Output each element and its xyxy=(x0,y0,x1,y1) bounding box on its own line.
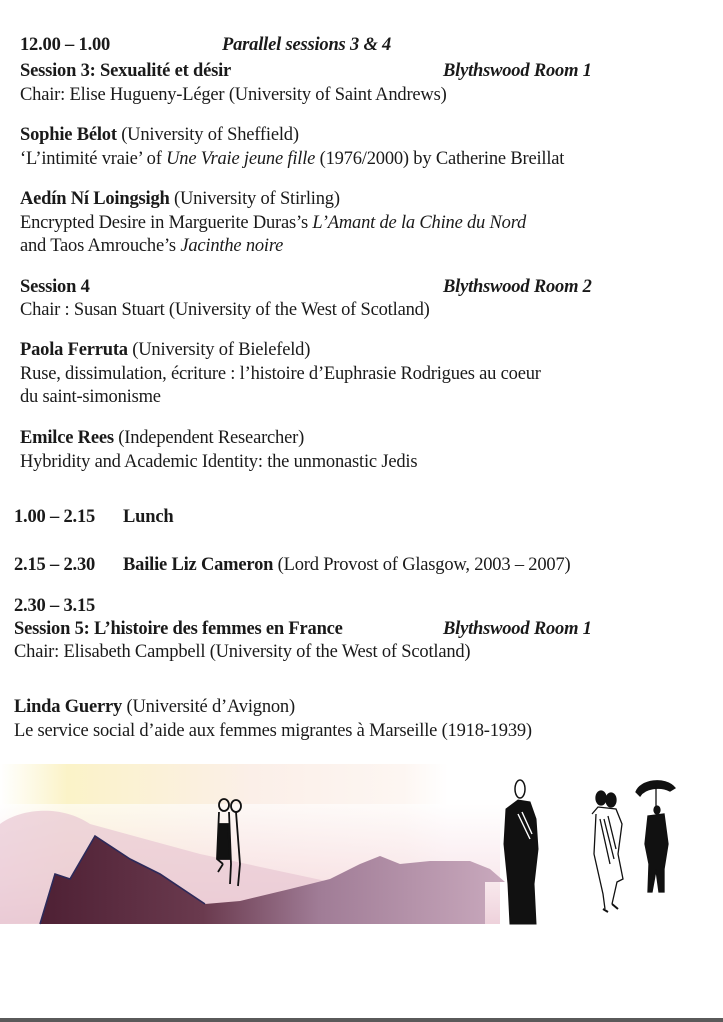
speaker-affiliation: (University of Sheffield) xyxy=(116,125,299,145)
speaker-affiliation: (University of Stirling) xyxy=(169,189,340,209)
talk-speaker-line xyxy=(20,339,310,361)
talk-title-line xyxy=(20,235,283,257)
session-4-title: Session 4 xyxy=(20,277,90,297)
speaker-name: Aedín Ní Loingsigh xyxy=(20,189,170,209)
session-4-room: Blythswood Room 2 xyxy=(443,277,592,297)
talk-title-line xyxy=(20,148,564,170)
talk-title-text: Encrypted Desire in Marguerite Duras’s xyxy=(20,213,313,233)
page-bottom-edge xyxy=(0,1018,723,1022)
talk-speaker-line xyxy=(20,188,340,210)
talk-title-line: Ruse, dissimulation, écriture : l’histoire d’Euphrasie Rodrigues au coeur xyxy=(20,364,541,384)
speaker-name: Sophie Bélot xyxy=(20,125,117,145)
session-5-chair: Chair: Elisabeth Campbell (University of the West of Scotland) xyxy=(14,642,471,662)
session-3-chair: Chair: Elise Hugueny-Léger (University of Saint Andrews) xyxy=(20,85,447,105)
session-4-chair: Chair : Susan Stuart (University of the West of Scotland) xyxy=(20,300,430,320)
talk-title-line: du saint-simonisme xyxy=(20,387,161,407)
address-speaker: Bailie Liz Cameron xyxy=(123,555,274,575)
talk-title-work: Jacinthe noire xyxy=(180,236,284,256)
talk-title-line xyxy=(20,212,526,234)
talk-speaker-line xyxy=(20,124,299,146)
talk-title-work: L’Amant de la Chine du Nord xyxy=(312,213,527,233)
address-line xyxy=(123,554,570,576)
talk-speaker-line xyxy=(20,427,304,449)
speaker-name: Linda Guerry xyxy=(14,697,123,717)
watercolour-landscape-with-figures-illustration xyxy=(0,764,723,929)
session-3-title: Session 3: Sexualité et désir xyxy=(20,61,232,81)
talk-title-text: ‘L’intimité vraie’ of xyxy=(20,149,167,169)
session-5-room: Blythswood Room 1 xyxy=(443,619,592,639)
address-detail: (Lord Provost of Glasgow, 2003 – 2007) xyxy=(273,555,571,575)
talk-speaker-line xyxy=(14,696,295,718)
speaker-name: Paola Ferruta xyxy=(20,340,128,360)
talk-title-text: (1976/2000) by Catherine Breillat xyxy=(315,149,565,169)
parallel-sessions-heading: Parallel sessions 3 & 4 xyxy=(222,35,392,55)
umbrella-figure xyxy=(636,781,675,892)
speaker-affiliation: (Independent Researcher) xyxy=(113,428,305,448)
talk-title-line: Le service social d’aide aux femmes migrantes à Marseille (1918-1939) xyxy=(14,721,532,741)
talk-title-line: Hybridity and Academic Identity: the unmonastic Jedis xyxy=(20,452,418,472)
walking-couple-figure xyxy=(592,791,623,912)
speaker-name: Emilce Rees xyxy=(20,428,114,448)
talk-title-work: Une Vraie jeune fille xyxy=(166,149,316,169)
session-5-title: Session 5: L’histoire des femmes en France xyxy=(14,619,343,639)
lunch-label: Lunch xyxy=(123,507,174,527)
time-slot-parallel: 12.00 – 1.00 xyxy=(20,35,111,55)
session-3-room: Blythswood Room 1 xyxy=(443,61,592,81)
speaker-affiliation: (University of Bielefeld) xyxy=(127,340,311,360)
talk-title-text: and Taos Amrouche’s xyxy=(20,236,181,256)
speaker-affiliation: (Université d’Avignon) xyxy=(122,697,295,717)
address-time: 2.15 – 2.30 xyxy=(14,555,96,575)
session-5-time: 2.30 – 3.15 xyxy=(14,596,96,616)
lunch-time: 1.00 – 2.15 xyxy=(14,507,96,527)
